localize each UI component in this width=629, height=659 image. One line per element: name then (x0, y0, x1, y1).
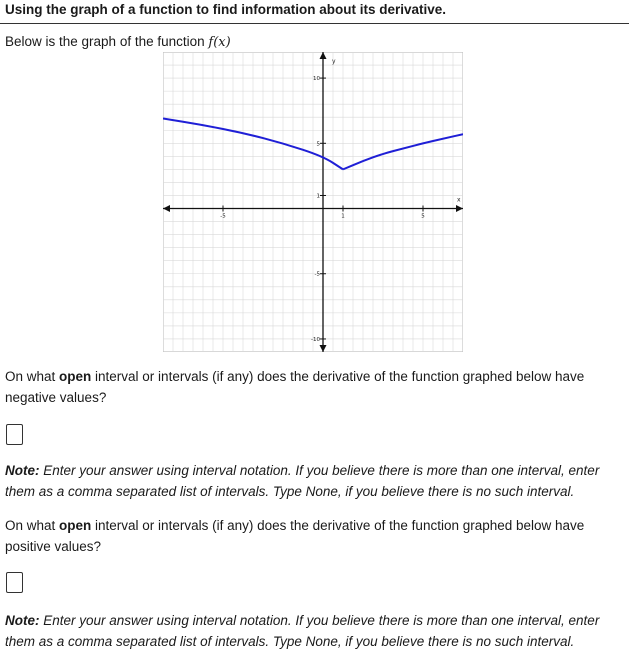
x-tick-label: 1 (341, 213, 345, 220)
title-divider (0, 23, 629, 24)
x-axis-label: x (457, 196, 461, 204)
question-positive-post: interval or intervals (if any) does the derivative of the function graphed below have positive values? (5, 518, 585, 554)
intro-label: Below is the graph of the function (5, 34, 205, 49)
note-negative-text: Enter your answer using interval notation. If you believe there is more than one interval, enter them as a comma separated list of intervals. Type None, if you believe there is no such interval. (5, 463, 600, 499)
question-negative (5, 366, 620, 408)
intro-text (5, 34, 231, 50)
question-negative-bold: open (59, 369, 92, 384)
note-negative-label: Note: (5, 463, 40, 478)
question-negative-pre: On what (5, 369, 60, 384)
question-positive-pre: On what (5, 518, 60, 533)
y-tick-label: 5 (316, 141, 320, 148)
y-tick-label: -10 (311, 336, 320, 343)
x-tick-label: -5 (220, 213, 226, 220)
note-negative (5, 460, 625, 502)
note-positive (5, 610, 625, 652)
function-name: f(x) (208, 35, 231, 50)
function-graph (163, 52, 463, 352)
y-axis-label: y (332, 58, 336, 65)
answer-positive-input[interactable] (6, 572, 23, 593)
note-positive-label: Note: (5, 613, 40, 628)
question-positive-bold: open (59, 518, 92, 533)
page-title: Using the graph of a function to find information about its derivative. (5, 2, 447, 17)
y-tick-label: 10 (313, 76, 320, 83)
question-negative-post: interval or intervals (if any) does the derivative of the function graphed below have negative values? (5, 369, 585, 405)
x-tick-label: 5 (421, 213, 425, 220)
answer-negative-input[interactable] (6, 424, 23, 445)
note-positive-text: Enter your answer using interval notation. If you believe there is more than one interval, enter them as a comma separated list of intervals. Type None, if you believe there is no such interval. (5, 613, 600, 649)
y-tick-label: 1 (316, 193, 320, 200)
y-tick-label: -5 (314, 271, 320, 278)
question-positive (5, 515, 620, 557)
